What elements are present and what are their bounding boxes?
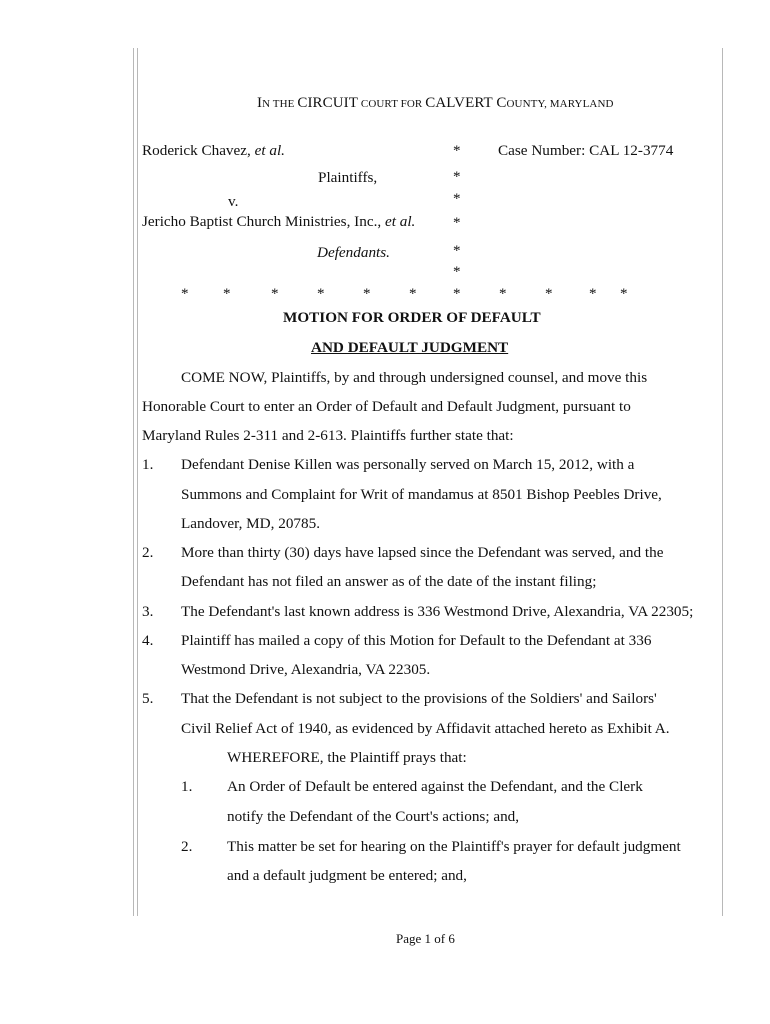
plaintiff-name: Roderick Chavez, et al. bbox=[142, 142, 285, 159]
item-line: Civil Relief Act of 1940, as evidenced by Affidavit attached hereto as Exhibit A. bbox=[181, 720, 670, 737]
caption-star: * bbox=[545, 286, 553, 302]
wherefore-clause: WHEREFORE, the Plaintiff prays that: bbox=[227, 749, 467, 766]
item-line: Landover, MD, 20785. bbox=[181, 515, 321, 532]
versus-label: v. bbox=[228, 193, 239, 210]
intro-line: Maryland Rules 2-311 and 2-613. Plaintiffs further state that: bbox=[142, 427, 514, 444]
item-line: Defendant Denise Killen was personally served on March 15, 2012, with a bbox=[181, 456, 635, 473]
caption-star: * bbox=[453, 169, 461, 185]
intro-line: COME NOW, Plaintiffs, by and through undersigned counsel, and move this bbox=[181, 369, 648, 386]
defendant-name: Jericho Baptist Church Ministries, Inc., et al. bbox=[142, 213, 416, 230]
caption-star: * bbox=[271, 286, 279, 302]
caption-star: * bbox=[589, 286, 597, 302]
caption-star: * bbox=[499, 286, 507, 302]
intro-line: Honorable Court to enter an Order of Default and Default Judgment, pursuant to bbox=[142, 398, 631, 415]
item-line: Westmond Drive, Alexandria, VA 22305. bbox=[181, 661, 431, 678]
page-number: Page 1 of 6 bbox=[396, 931, 455, 946]
caption-star: * bbox=[453, 264, 461, 280]
item-number: 2. bbox=[142, 544, 154, 561]
item-line: More than thirty (30) days have lapsed since the Defendant was served, and the bbox=[181, 544, 664, 561]
item-number: 4. bbox=[142, 632, 154, 649]
prayer-number: 2. bbox=[181, 838, 193, 855]
caption-star: * bbox=[453, 215, 461, 231]
item-line: Plaintiff has mailed a copy of this Motion for Default to the Defendant at 336 bbox=[181, 632, 652, 649]
caption-star: * bbox=[453, 243, 461, 259]
caption-star: * bbox=[620, 286, 628, 302]
caption-star: * bbox=[363, 286, 371, 302]
item-number: 1. bbox=[142, 456, 154, 473]
left-margin-rule bbox=[133, 48, 134, 916]
motion-subtitle: AND DEFAULT JUDGMENT bbox=[311, 339, 509, 356]
motion-title: MOTION FOR ORDER OF DEFAULT bbox=[283, 309, 541, 326]
item-number: 3. bbox=[142, 603, 154, 620]
caption-star: * bbox=[453, 191, 461, 207]
plaintiffs-label: Plaintiffs, bbox=[318, 169, 378, 186]
item-line: That the Defendant is not subject to the provisions of the Soldiers' and Sailors' bbox=[181, 690, 657, 707]
item-line: The Defendant's last known address is 336 Westmond Drive, Alexandria, VA 22305; bbox=[181, 603, 694, 620]
defendants-label: Defendants. bbox=[317, 244, 390, 261]
item-number: 5. bbox=[142, 690, 154, 707]
prayer-line: and a default judgment be entered; and, bbox=[227, 867, 467, 884]
caption-star: * bbox=[223, 286, 231, 302]
item-line: Defendant has not filed an answer as of the date of the instant filing; bbox=[181, 573, 597, 590]
court-heading: IN THE CIRCUIT COURT FOR CALVERT COUNTY, MARYLAND bbox=[257, 95, 614, 111]
prayer-line: This matter be set for hearing on the Plaintiff's prayer for default judgment bbox=[227, 838, 681, 855]
right-margin-rule bbox=[722, 48, 723, 916]
caption-star: * bbox=[453, 143, 461, 159]
case-number: Case Number: CAL 12-3774 bbox=[498, 142, 674, 159]
caption-star: * bbox=[409, 286, 417, 302]
caption-star: * bbox=[181, 286, 189, 302]
prayer-line: An Order of Default be entered against the Defendant, and the Clerk bbox=[227, 778, 643, 795]
prayer-line: notify the Defendant of the Court's actions; and, bbox=[227, 808, 520, 825]
caption-star: * bbox=[453, 286, 461, 302]
prayer-number: 1. bbox=[181, 778, 193, 795]
item-line: Summons and Complaint for Writ of mandamus at 8501 Bishop Peebles Drive, bbox=[181, 486, 662, 503]
caption-star: * bbox=[317, 286, 325, 302]
left-margin-rule-inner bbox=[137, 48, 138, 916]
